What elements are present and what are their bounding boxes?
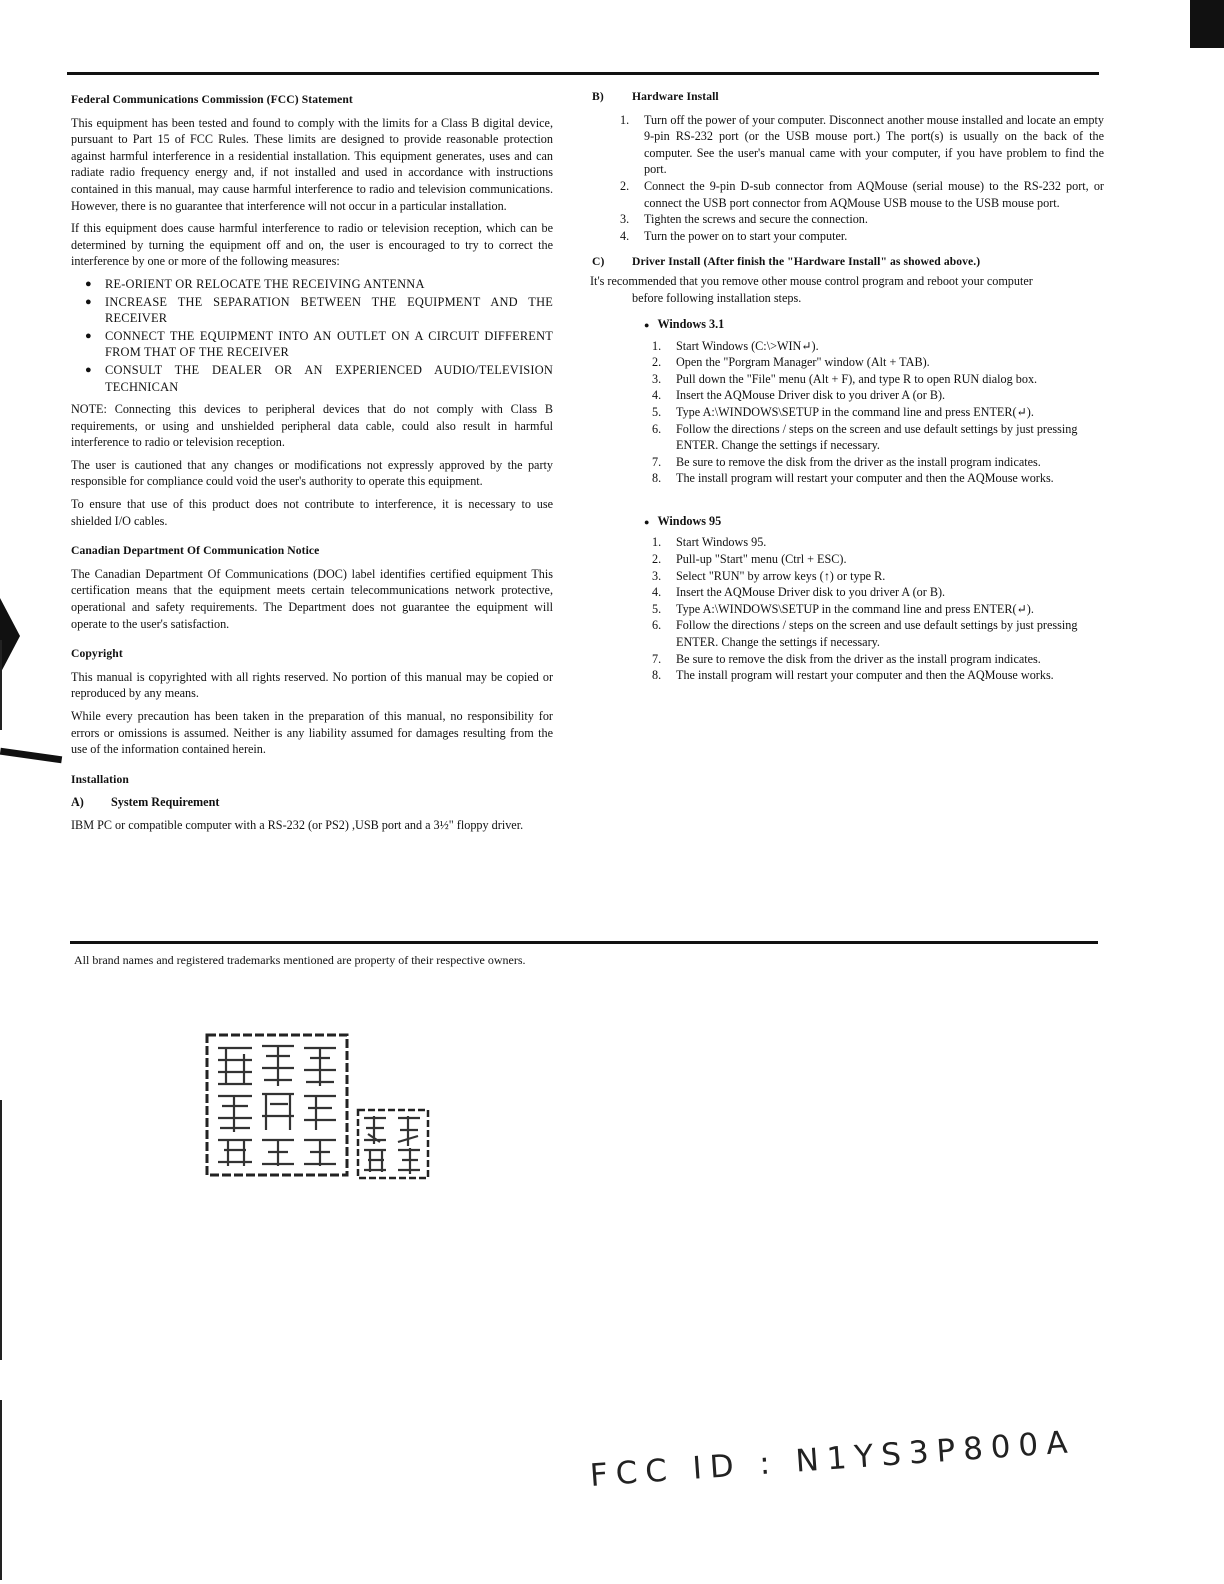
- step-text: Pull down the "File" menu (Alt + F), and type R to open RUN dialog box.: [676, 371, 1038, 386]
- list-item: 3. Pull down the "File" menu (Alt + F), and type R to open RUN dialog box.: [652, 371, 1038, 386]
- scan-corner-mark: [1190, 0, 1224, 48]
- installation-heading: Installation: [71, 772, 129, 786]
- personal-seal-stamp: [356, 1108, 430, 1180]
- list-item: 6. Follow the directions / steps on the screen and use default settings by just pressing ENTER. Change the settings if necessary.: [652, 421, 1078, 453]
- step-text: Start Windows 95.: [676, 535, 767, 550]
- fcc-id-handwritten: FCC ID : N1YS3P800A: [588, 1424, 1077, 1494]
- step-text: Open the "Porgram Manager" window (Alt + TAB).: [676, 355, 930, 370]
- driver-heading: [592, 254, 1104, 271]
- right-column: [592, 89, 1104, 684]
- step-text: Insert the AQMouse Driver disk to you driver A (or B).: [676, 388, 946, 403]
- list-item: ● CONNECT THE EQUIPMENT INTO AN OUTLET ON A CIRCUIT DIFFERENT FROM THAT OF THE RECEIVER: [71, 328, 553, 361]
- win31-heading: ● Windows 3.1: [644, 317, 725, 332]
- company-seal-stamp: [204, 1032, 350, 1178]
- list-item: 5. Type A:\WINDOWS\SETUP in the command line and press ENTER(↵).: [652, 405, 1034, 419]
- sysreq-letter: A): [71, 795, 84, 810]
- step-text: The install program will restart your computer and then the AQMouse works.: [676, 471, 1054, 486]
- top-rule: [67, 72, 1099, 75]
- list-item: 3. Tighten the screws and secure the connection.: [620, 212, 868, 227]
- list-item: 3. Select "RUN" by arrow keys (↑) or type R.: [652, 568, 886, 583]
- step-text: Turn the power on to start your computer.: [644, 228, 848, 243]
- step-text: Turn off the power of your computer. Disconnect another mouse installed and locate an empty 9-pin RS-232 port (or the USB mouse port.) The port(s) is usually on the back of the computer. See the user's manual came with your computer, if you have problem to find the port.: [644, 112, 1104, 177]
- driver-letter: C): [592, 255, 605, 269]
- fcc-paragraph: This equipment has been tested and found to comply with the limits for a Class B digital device, pursuant to Part 15 of FCC Rules. These limits are designed to provide reasonable protection against harmful interference in a residential installation. This equipment generates, uses and can radiate radio frequency energy and, if not installed and used in accordance with instructions contained in this manual, may cause harmful interference to radio and television communications. However, there is no guarantee that interference will not occur in a particular installation.: [71, 115, 553, 213]
- step-text: Select "RUN" by arrow keys (↑) or type R.: [676, 568, 886, 583]
- hardware-title: Hardware Install: [632, 90, 719, 103]
- fcc-paragraph: If this equipment does cause harmful interference to radio or television reception, which can be determined by turning the equipment off and on, the user is encouraged to try to correct the interference by one or more of the following measures:: [71, 221, 553, 269]
- driver-title: Driver Install (After finish the "Hardware Install" as showed above.): [632, 255, 981, 269]
- copyright-paragraph: This manual is copyrighted with all rights reserved. No portion of this manual may be copied or reproduced by any means.: [71, 669, 553, 701]
- step-text: The install program will restart your computer and then the AQMouse works.: [676, 668, 1054, 683]
- win95-title: Windows 95: [657, 513, 722, 528]
- fcc-ensure: To ensure that use of this product does not contribute to interference, it is necessary to use shielded I/O cables.: [71, 497, 553, 528]
- trademark-note: All brand names and registered trademarks mentioned are property of their respective owners.: [74, 953, 526, 967]
- copyright-heading: Copyright: [71, 647, 123, 661]
- scan-margin-line: [0, 1100, 2, 1360]
- list-item: 8. The install program will restart your computer and then the AQMouse works.: [652, 668, 1054, 683]
- list-item: ● INCREASE THE SEPARATION BETWEEN THE EQUIPMENT AND THE RECEIVER: [71, 294, 553, 327]
- list-item: 4. Turn the power on to start your computer.: [620, 228, 848, 243]
- canadian-paragraph: The Canadian Department Of Communications (DOC) label identifies certified equipment This certification means that the equipment meets certain telecommunications network protective, operational and safety requirements. The Department does not guarantee the equipment will operate to the user's satisfaction.: [71, 566, 553, 631]
- step-text: Tighten the screws and secure the connection.: [644, 212, 868, 227]
- win31-steps: [592, 338, 1104, 487]
- bottom-rule: [70, 941, 1098, 944]
- sysreq-title: System Requirement: [111, 795, 220, 810]
- fcc-heading: Federal Communications Commission (FCC) Statement: [71, 93, 353, 106]
- canadian-heading: Canadian Department Of Communication Notice: [71, 544, 320, 558]
- list-item: 2. Open the "Porgram Manager" window (Alt + TAB).: [652, 355, 930, 370]
- copyright-paragraph: While every precaution has been taken in the preparation of this manual, no responsibility for errors or omissions is assumed. Neither is any liability assumed for damages resulting from the use of the information contained herein.: [71, 709, 553, 757]
- list-item: 4. Insert the AQMouse Driver disk to you driver A (or B).: [652, 388, 946, 403]
- step-text: Be sure to remove the disk from the driver as the install program indicates.: [676, 651, 1041, 666]
- driver-intro: before following installation steps.: [632, 290, 802, 305]
- scan-margin-mark: [0, 748, 62, 764]
- hardware-letter: B): [592, 90, 604, 103]
- step-text: Pull-up "Start" menu (Ctrl + ESC).: [676, 552, 847, 567]
- list-item: 7. Be sure to remove the disk from the driver as the install program indicates.: [652, 454, 1041, 469]
- list-item: 2. Connect the 9-pin D-sub connector from AQMouse (serial mouse) to the RS-232 port, or connect the USB port connector from AQMouse USB mouse to the USB mouse port.: [620, 178, 1104, 210]
- list-item: 7. Be sure to remove the disk from the driver as the install program indicates.: [652, 651, 1041, 666]
- sysreq-heading: [71, 794, 553, 811]
- list-item: 1. Start Windows 95.: [652, 535, 767, 550]
- list-item: 4. Insert the AQMouse Driver disk to you driver A (or B).: [652, 585, 946, 600]
- fcc-note: NOTE: Connecting this devices to peripheral devices that do not comply with Class B requirements, or using and unshielded peripheral data cable, could also result in harmful interference to radio or television reception.: [71, 402, 553, 450]
- list-item: 6. Follow the directions / steps on the screen and use default settings by just pressing ENTER. Change the settings if necessary.: [652, 618, 1078, 650]
- sysreq-text: IBM PC or compatible computer with a RS-232 (or PS2) ,USB port and a 3½" floppy driver.: [71, 817, 524, 832]
- list-item: 8. The install program will restart your computer and then the AQMouse works.: [652, 471, 1054, 486]
- scan-margin-arrow: [0, 598, 20, 674]
- step-text: Be sure to remove the disk from the driver as the install program indicates.: [676, 454, 1041, 469]
- fcc-caution: The user is cautioned that any changes or modifications not expressly approved by the party responsible for compliance could void the user's authority to operate this equipment.: [71, 457, 553, 489]
- left-column: [71, 92, 553, 840]
- list-item: ● RE-ORIENT OR RELOCATE THE RECEIVING ANTENNA: [71, 276, 553, 293]
- scan-margin-line: [0, 640, 2, 730]
- fcc-measures-list: [71, 276, 553, 395]
- driver-intro: It's recommended that you remove other mouse control program and reboot your computer: [590, 273, 1033, 288]
- list-item: 1. Turn off the power of your computer. Disconnect another mouse installed and locate an empty 9-pin RS-232 port (or the USB mouse port.) The port(s) is usually on the back of the computer. See the user's manual came with your computer, if you have problem to find the port.: [620, 112, 1104, 177]
- list-item: 5. Type A:\WINDOWS\SETUP in the command line and press ENTER(↵).: [652, 601, 1034, 616]
- scan-margin-line: [0, 1400, 2, 1580]
- step-text: Start Windows (C:\>WIN↵).: [676, 338, 819, 353]
- hardware-heading: [592, 89, 1104, 106]
- step-text: Type A:\WINDOWS\SETUP in the command line and press ENTER(↵).: [676, 405, 1034, 419]
- list-item: 2. Pull-up "Start" menu (Ctrl + ESC).: [652, 552, 847, 567]
- list-item: ● CONSULT THE DEALER OR AN EXPERIENCED AUDIO/TELEVISION TECHNICAN: [71, 362, 553, 395]
- win95-steps: [592, 534, 1104, 683]
- step-text: Follow the directions / steps on the screen and use default settings by just pressing ENTER. Change the settings if necessary.: [676, 421, 1078, 453]
- win31-title: Windows 3.1: [657, 317, 725, 332]
- step-text: Follow the directions / steps on the screen and use default settings by just pressing ENTER. Change the settings if necessary.: [676, 618, 1078, 650]
- win95-heading: ● Windows 95: [644, 513, 722, 528]
- step-text: Insert the AQMouse Driver disk to you driver A (or B).: [676, 585, 946, 600]
- hardware-steps: [592, 112, 1104, 245]
- step-text: Type A:\WINDOWS\SETUP in the command line and press ENTER(↵).: [676, 601, 1034, 616]
- list-item: 1. Start Windows (C:\>WIN↵).: [652, 338, 819, 353]
- step-text: Connect the 9-pin D-sub connector from AQMouse (serial mouse) to the RS-232 port, or connect the USB port connector from AQMouse USB mouse to the USB mouse port.: [644, 178, 1104, 210]
